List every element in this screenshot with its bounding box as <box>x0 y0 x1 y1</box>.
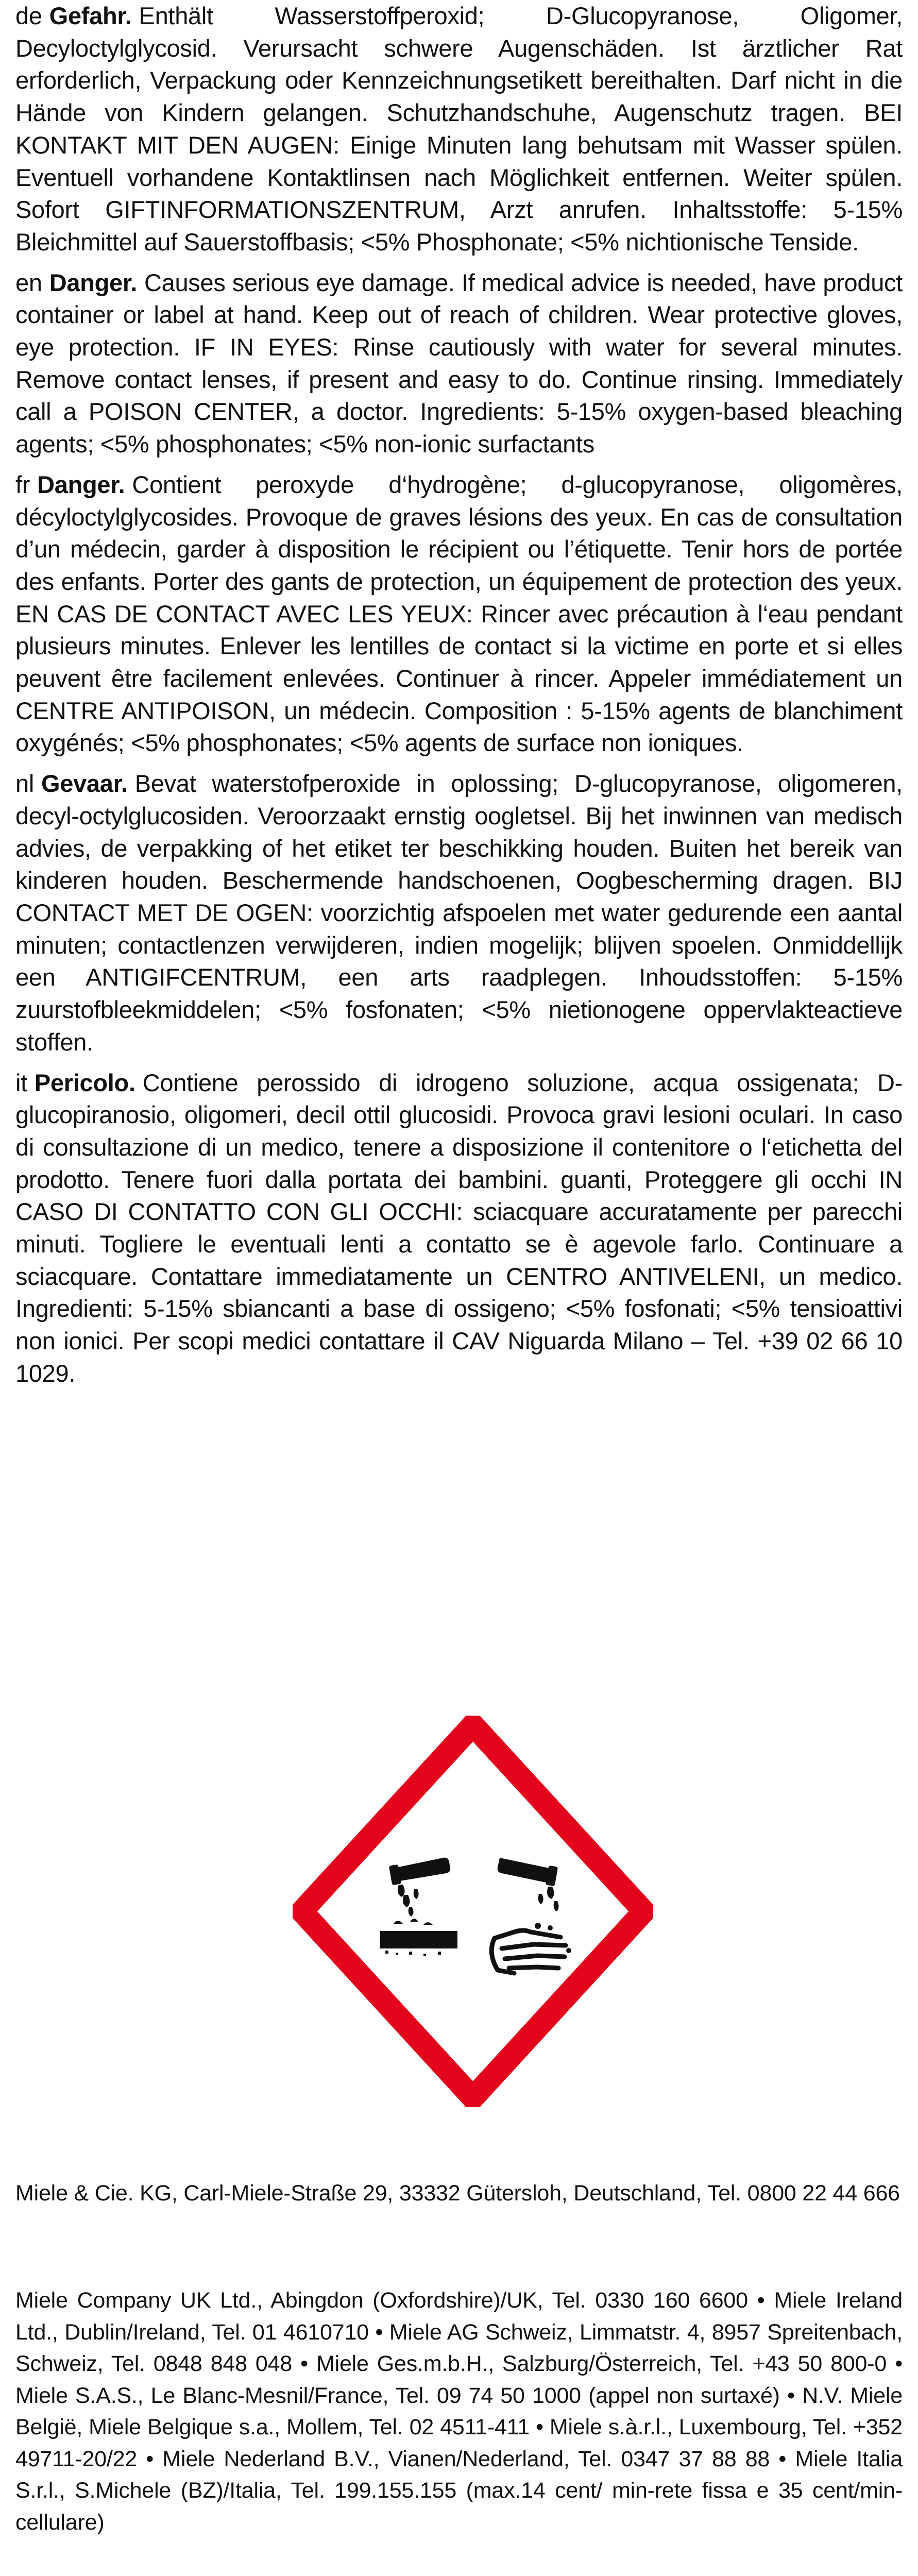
language-code: en <box>15 268 42 296</box>
hazard-statement-nl <box>15 768 903 1058</box>
manufacturer-address: Miele & Cie. KG, Carl-Miele-Straße 29, 33332 Gütersloh, Deutschland, Tel. 0800 22 44 666 <box>15 2181 900 2206</box>
statement-text: Contient peroxyde d‘hydrogène; d-glucopyranose, oligomères, décyloctylglycosides. Provoque de graves lésions des yeux. En cas de consultation d’un médecin, garder à disposition le récipient ou l’étiquette. Tenir hors de portée des enfants. Porter des gants de protection, un équipement de protection des yeux. EN CAS DE CONTACT AVEC LES YEUX: Rincer avec précaution à l‘eau pendant plusieurs minutes. Enlever les lentilles de contact si la victime en porte et si elles peuvent être facilement enlevées. Continuer à rincer. Appeler immédiatement un CENTRE ANTIPOISON, un médecin. Composition : 5-15% agents de blanchiment oxygénés; <5% phosphonates; <5% agents de surface non ioniques. <box>15 470 903 757</box>
language-code: de <box>15 2 42 29</box>
hazard-statements <box>15 0 903 1398</box>
statement-text: Causes serious eye damage. If medical advice is needed, have product container or label at hand. Keep out of reach of children. Wear protective gloves, eye protection. IF IN EYES: Rinse cautiously with water for several minutes. Remove contact lenses, if present and easy to do. Continue rinsing. Immediately call a POISON CENTER, a doctor. Ingredients: 5-15% oxygen-based bleaching agents; <5% phosphonates; <5% non-ionic surfactants <box>15 268 903 458</box>
signal-word: Gefahr. <box>49 2 132 29</box>
statement-text: Bevat waterstofperoxide in oplossing; D-glucopyranose, oligomeren, decyl-octylglucosiden. Veroorzaakt ernstig oogletsel. Bij het inwinnen van medisch advies, de verpakking of het etiket ter beschikking houden. Buiten het bereik van kinderen houden. Beschermende handschoenen, Oogbescherming dragen. BIJ CONTACT MET DE OGEN: voorzichtig afspoelen met water gedurende een aantal minuten; contactlenzen verwijderen, indien mogelijk; blijven spoelen. Onmiddellijk een ANTIGIFCENTRUM, een arts raadplegen. Inhoudsstoffen: 5-15% zuurstofbleekmiddelen; <5% fosfonaten; <5% nietionogene oppervlakteactieve stoffen. <box>15 770 903 1056</box>
signal-word: Pericolo. <box>34 1069 135 1096</box>
language-code: nl <box>15 770 34 798</box>
language-code: fr <box>15 470 30 498</box>
signal-word: Gevaar. <box>41 770 128 798</box>
language-code: it <box>15 1069 27 1096</box>
statement-text: Contiene perossido di idrogeno soluzione, acqua ossigenata; D-glucopiranosio, oligomeri, decil ottil glucosidi. Provoca gravi lesioni oculari. In caso di consultazione di un medico, tenere a disposizione il contenitore o l‘etichetta del prodotto. Tenere fuori dalla portata dei bambini. guanti, Proteggere gli occhi IN CASO DI CONTATTO CON GLI OCCHI: sciacquare accuratamente per parecchi minuti. Togliere le eventuali lenti a contatto se è agevole farlo. Continuare a sciacquare. Contattare immediatamente un CENTRO ANTIVELENI, un medico. Ingredienti: 5-15% sbiancanti a base di ossigeno; <5% fosfonati; <5% tensioattivi non ionici. Per scopi medici contattare il CAV Niguarda Milano – Tel. +39 02 66 10 1029. <box>15 1069 903 1387</box>
corrosion-icon <box>293 1716 653 2107</box>
hazard-statement-de <box>15 0 903 259</box>
hazard-statement-en <box>15 267 903 461</box>
signal-word: Danger. <box>49 268 137 296</box>
hazard-statement-it <box>15 1067 903 1390</box>
ghs-corrosion-pictogram <box>293 1716 653 2107</box>
statement-text: Enthält Wasserstoffperoxid; D-Glucopyranose, Oligomer, Decyloctylglycosid. Verursacht schwere Augenschäden. Ist ärztlicher Rat erforderlich, Verpackung oder Kennzeichnungsetikett bereithalten. Darf nicht in die Hände von Kindern gelangen. Schutzhandschuhe, Augenschutz tragen. BEI KONTAKT MIT DEN AUGEN: Einige Minuten lang behutsam mit Wasser spülen. Eventuell vorhandene Kontaktlinsen nach Möglichkeit entfernen. Weiter spülen. Sofort GIFTINFORMATIONSZENTRUM, Arzt anrufen. Inhaltsstoffe: 5-15% Bleichmittel auf Sauerstoffbasis; <5% Phosphonate; <5% nichtionische Tenside. <box>15 2 903 256</box>
signal-word: Danger. <box>37 470 125 498</box>
diamond-border <box>302 1725 644 2098</box>
subsidiaries-list: Miele Company UK Ltd., Abingdon (Oxfordshire)/UK, Tel. 0330 160 6600 • Miele Ireland Ltd., Dublin/Ireland, Tel. 01 4610710 • Miele AG Schweiz, Limmatstr. 4, 8957 Spreitenbach, Schweiz, Tel. 0848 848 048 • Miele Ges.m.b.H., Salzburg/Österreich, Tel. +43 50 800-0 • Miele S.A.S., Le Blanc-Mesnil/France, Tel. 09 74 50 1000 (appel non surtaxé) • N.V. Miele België, Miele Belgique s.a., Mollem, Tel. 02 4511-411 • Miele s.à.r.l., Luxembourg, Tel. +352 49711-20/22 • Miele Nederland B.V., Vianen/Nederland, Tel. 0347 37 88 88 • Miele Italia S.r.l., S.Michele (BZ)/Italia, Tel. 199.155.155 (max.14 cent/ min-rete fissa e 35 cent/min-cellulare) <box>15 2288 903 2535</box>
hazard-statement-fr <box>15 469 903 759</box>
